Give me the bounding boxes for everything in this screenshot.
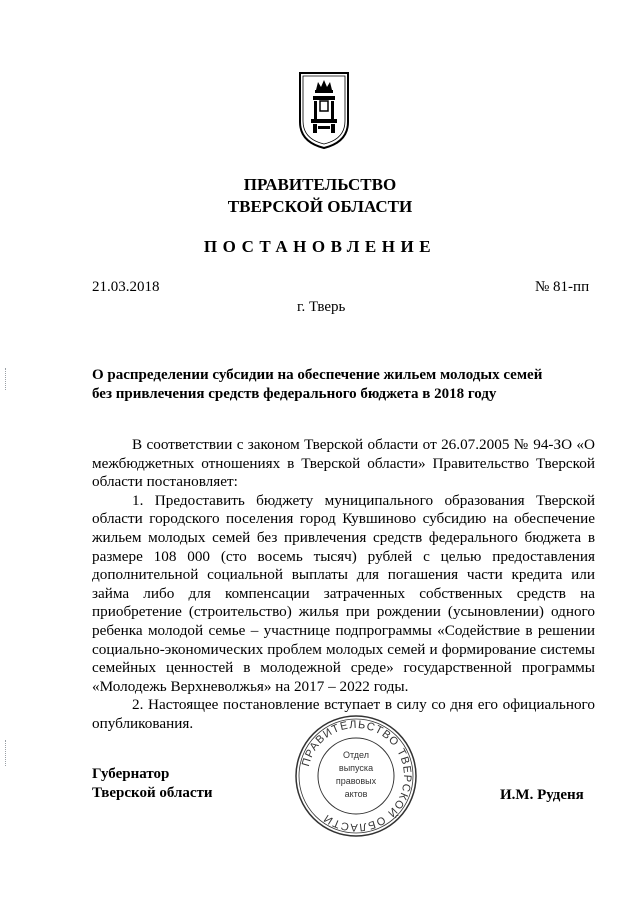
decree-body [92,436,595,734]
stamp-line-3: правовых [335,776,377,786]
item-1-paragraph: 1. Предоставить бюджету муниципального образования Тверской области городского поселения город Кувшиново субсидию на обеспечение жильем молодых семей без привлечения средств федерального бюджета в размере 108 000 (сто восемь тысяч) рублей с целью предоставления дополнительной социальной выплаты для погашения части кредита или займа либо для компенсации затраченных собственных средств на приобретение (строительство) жилья при рождении (усыновлении) одного ребенка молодой семье – участнице подпрограммы «Содействие в решении социально-экономических проблем молодых семей и формирование системы семейных ценностей в молодежной среде» государственной программы «Молодежь Верхневолжья» на 2017 – 2022 годы. [92,491,595,695]
org-name-line1: ПРАВИТЕЛЬСТВО [243,175,397,194]
org-name-line2: ТВЕРСКОЙ ОБЛАСТИ [227,197,413,216]
subject-line-2: без привлечения средств федерального бюджета в 2018 году [92,386,497,402]
preamble-paragraph: В соответствии с законом Тверской области от 26.07.2005 № 94-ЗО «О межбюджетных отношениях в Тверской области» Правительство Тверской области постановляет: [92,436,595,491]
stamp-line-1: Отдел [342,750,370,760]
scan-margin-mark [5,368,8,390]
decree-city: г. Тверь [297,299,346,315]
item-2-paragraph: 2. Настоящее постановление вступает в силу со дня его официального опубликования. [92,696,595,732]
stamp-line-4: актов [344,789,368,799]
official-stamp [293,713,419,839]
coat-of-arms-emblem [296,70,352,150]
document-type-title: ПОСТАНОВЛЕНИЕ [203,237,437,256]
signatory-name: И.М. Руденя [500,787,584,803]
signatory-title-line2: Тверской области [92,785,213,801]
signatory-title [92,765,213,803]
subject-line-1: О распределении субсидии на обеспечение жильем молодых семей [92,367,543,383]
decree-subject [92,366,572,404]
scan-margin-mark [5,740,8,766]
stamp-ring-text: ПРАВИТЕЛЬСТВО ТВЕРСКОЙ ОБЛАСТИ [299,718,414,834]
stamp-line-2: выпуска [338,763,374,773]
decree-date: 21.03.2018 [92,279,160,295]
decree-number: № 81-пп [535,279,590,295]
signatory-title-line1: Губернатор [92,766,170,782]
